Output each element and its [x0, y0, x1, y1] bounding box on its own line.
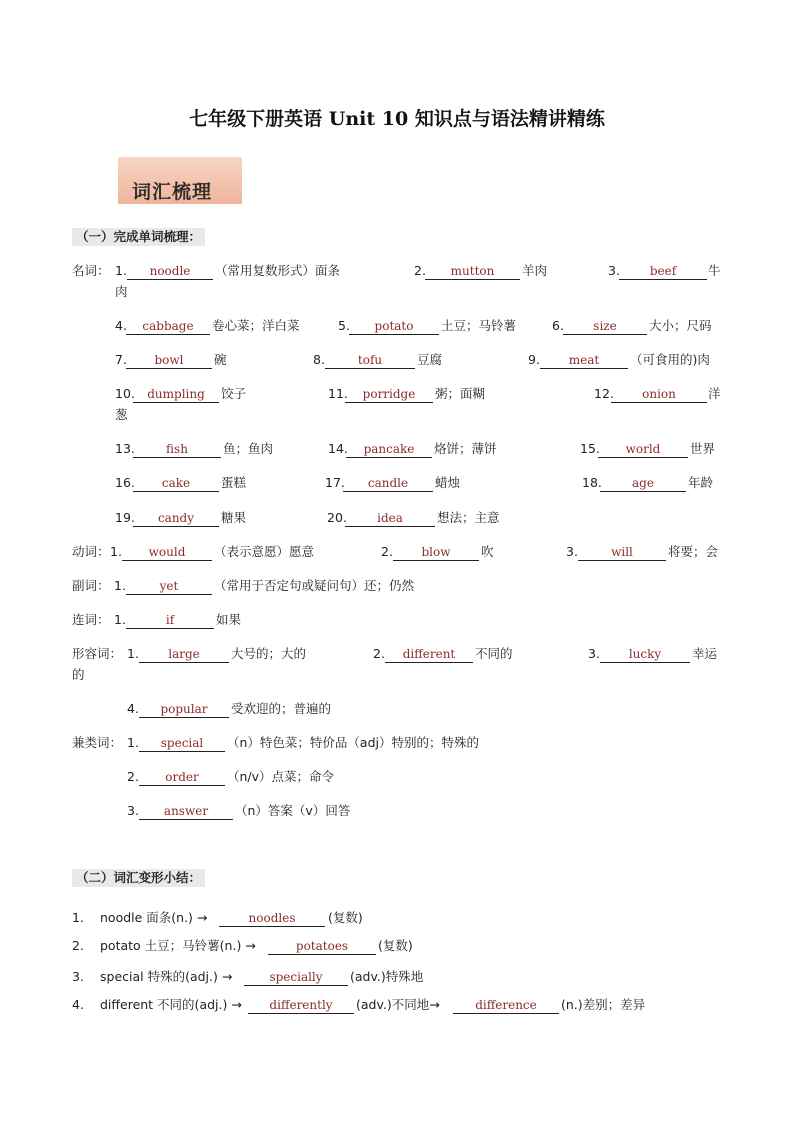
item-number: 2.: [381, 544, 393, 559]
item-number: 4.: [127, 701, 139, 716]
answer-blank[interactable]: order: [139, 768, 225, 786]
item-meaning: 粥；面糊: [435, 386, 486, 401]
item-meaning: 想法；主意: [437, 510, 500, 525]
item-meaning: （n）答案（v）回答: [235, 803, 351, 818]
form-prompt: noodle 面条(n.) →: [100, 910, 208, 925]
answer-blank[interactable]: blow: [393, 543, 479, 561]
answer-blank[interactable]: answer: [139, 802, 233, 820]
item-number: 11.: [328, 386, 348, 401]
form-suffix: (adv.)特殊地: [350, 969, 424, 984]
banner-label: 词汇梳理: [132, 181, 213, 203]
item-meaning-wrap: 葱: [115, 407, 128, 422]
answer-blank[interactable]: meat: [540, 351, 628, 369]
item-meaning: 年龄: [688, 475, 714, 490]
answer-blank[interactable]: porridge: [345, 385, 433, 403]
form-row: [0, 909, 794, 929]
answer-blank[interactable]: special: [139, 734, 225, 752]
section-heading-2: （二）词汇变形小结：: [72, 869, 205, 887]
answer-blank[interactable]: pancake: [346, 440, 432, 458]
item-number: 8.: [313, 352, 325, 367]
item-meaning: 卷心菜；洋白菜: [212, 318, 300, 333]
answer-blank[interactable]: will: [578, 543, 666, 561]
item-number: 2.: [414, 263, 426, 278]
item-meaning: 受欢迎的；普遍的: [231, 701, 332, 716]
item-meaning: 幸运: [692, 646, 718, 661]
vocab-row: [0, 262, 794, 282]
form-row: [0, 968, 794, 988]
category-label-adverb: 副词：: [72, 578, 110, 593]
item-meaning: 大号的；大的: [231, 646, 307, 661]
form-row: [0, 996, 794, 1016]
item-meaning: （常用于否定句或疑问句）还；仍然: [214, 578, 415, 593]
vocab-row-wrap: [0, 283, 794, 303]
answer-blank[interactable]: age: [600, 474, 686, 492]
item-number: 5.: [338, 318, 350, 333]
answer-blank[interactable]: cake: [133, 474, 219, 492]
answer-blank[interactable]: different: [385, 645, 473, 663]
vocab-row: [0, 700, 794, 720]
item-meaning: 豆腐: [417, 352, 443, 367]
item-meaning: 烙饼；薄饼: [434, 441, 497, 456]
answer-blank[interactable]: if: [126, 611, 214, 629]
item-meaning: 牛: [708, 263, 721, 278]
item-number: 1.: [110, 544, 122, 559]
item-number: 19.: [115, 510, 135, 525]
answer-blank[interactable]: noodle: [127, 262, 213, 280]
answer-blank[interactable]: difference: [453, 996, 559, 1014]
answer-blank[interactable]: candy: [133, 509, 219, 527]
item-meaning: 如果: [216, 612, 242, 627]
item-meaning: 蛋糕: [221, 475, 247, 490]
category-label-conj: 连词：: [72, 612, 110, 627]
section-heading-1: （一）完成单词梳理：: [72, 228, 205, 246]
item-number: 2.: [72, 938, 84, 953]
item-number: 6.: [552, 318, 564, 333]
item-meaning: （n）特色菜；特价品（adj）特别的；特殊的: [227, 735, 479, 750]
item-number: 1.: [114, 612, 126, 627]
vocab-row: [0, 734, 794, 754]
vocab-row-wrap: [0, 406, 794, 426]
item-meaning: 将要；会: [668, 544, 719, 559]
answer-blank[interactable]: differently: [248, 996, 354, 1014]
item-number: 20.: [327, 510, 347, 525]
item-meaning-wrap: 肉: [115, 284, 128, 299]
form-prompt: different 不同的(adj.) →: [100, 997, 242, 1012]
form-row: [0, 937, 794, 957]
answer-blank[interactable]: specially: [244, 968, 348, 986]
answer-blank[interactable]: noodles: [219, 909, 325, 927]
answer-blank[interactable]: fish: [133, 440, 221, 458]
item-meaning: （表示意愿）愿意: [214, 544, 315, 559]
form-suffix: (n.)差别；差异: [561, 997, 646, 1012]
item-number: 18.: [582, 475, 602, 490]
vocab-row: [0, 351, 794, 371]
page-title: 七年级下册英语 Unit 10 知识点与语法精讲精练: [189, 108, 605, 130]
section-banner: [118, 157, 242, 204]
item-number: 3.: [127, 803, 139, 818]
category-label-multi: 兼类词：: [72, 735, 123, 750]
vocab-row: [0, 474, 794, 494]
item-meaning: 碗: [214, 352, 227, 367]
vocab-row: [0, 645, 794, 665]
item-number: 1.: [127, 735, 139, 750]
item-meaning-wrap: 的: [72, 667, 85, 682]
vocab-row: [0, 509, 794, 529]
answer-blank[interactable]: size: [563, 317, 647, 335]
item-number: 13.: [115, 441, 135, 456]
item-meaning: 饺子: [221, 386, 247, 401]
item-number: 4.: [72, 997, 84, 1012]
vocab-row: [0, 768, 794, 788]
item-meaning: 洋: [708, 386, 721, 401]
item-number: 3.: [566, 544, 578, 559]
answer-blank[interactable]: idea: [345, 509, 435, 527]
item-meaning: （可食用的)肉: [630, 352, 710, 367]
item-number: 16.: [115, 475, 135, 490]
form-prompt: potato 土豆；马铃薯(n.) →: [100, 938, 256, 953]
answer-blank[interactable]: dumpling: [133, 385, 219, 403]
item-number: 1.: [72, 910, 84, 925]
answer-blank[interactable]: large: [139, 645, 229, 663]
item-number: 3.: [72, 969, 84, 984]
answer-blank[interactable]: popular: [139, 700, 229, 718]
category-label-adj: 形容词：: [72, 646, 123, 661]
vocab-row: [0, 317, 794, 337]
form-prompt: special 特殊的(adj.) →: [100, 969, 233, 984]
answer-blank[interactable]: yet: [126, 577, 212, 595]
answer-blank[interactable]: world: [598, 440, 688, 458]
vocab-row: [0, 802, 794, 822]
answer-blank[interactable]: beef: [619, 262, 707, 280]
form-suffix: (adv.)不同地→: [356, 997, 440, 1012]
item-number: 17.: [325, 475, 345, 490]
item-number: 4.: [115, 318, 127, 333]
item-number: 7.: [115, 352, 127, 367]
vocab-row: [0, 577, 794, 597]
item-meaning: （n/v）点菜；命令: [227, 769, 335, 784]
vocab-row: [0, 611, 794, 631]
item-number: 3.: [588, 646, 600, 661]
form-suffix: (复数): [378, 938, 413, 953]
category-label-noun: 名词：: [72, 263, 110, 278]
answer-blank[interactable]: mutton: [425, 262, 520, 280]
vocab-row-wrap: [0, 666, 794, 686]
item-meaning: 鱼；鱼肉: [223, 441, 274, 456]
answer-blank[interactable]: would: [122, 543, 212, 561]
item-meaning: （常用复数形式）面条: [215, 263, 341, 278]
vocab-row: [0, 440, 794, 460]
item-meaning: 不同的: [475, 646, 513, 661]
item-meaning: 糖果: [221, 510, 247, 525]
category-label-verb: 动词：: [72, 544, 110, 559]
item-meaning: 世界: [690, 441, 716, 456]
answer-blank[interactable]: candle: [343, 474, 433, 492]
item-meaning: 土豆；马铃薯: [441, 318, 517, 333]
item-number: 10.: [115, 386, 135, 401]
item-meaning: 大小；尺码: [649, 318, 712, 333]
item-meaning: 羊肉: [522, 263, 548, 278]
item-number: 9.: [528, 352, 540, 367]
item-meaning: 吹: [481, 544, 494, 559]
item-number: 2.: [373, 646, 385, 661]
answer-blank[interactable]: potato: [349, 317, 439, 335]
item-number: 2.: [127, 769, 139, 784]
item-number: 15.: [580, 441, 600, 456]
vocab-row: [0, 385, 794, 405]
item-number: 12.: [594, 386, 614, 401]
item-meaning: 蜡烛: [435, 475, 461, 490]
answer-blank[interactable]: tofu: [325, 351, 415, 369]
item-number: 14.: [328, 441, 348, 456]
form-suffix: (复数): [328, 910, 363, 925]
answer-blank[interactable]: lucky: [600, 645, 690, 663]
answer-blank[interactable]: onion: [611, 385, 707, 403]
answer-blank[interactable]: cabbage: [126, 317, 210, 335]
answer-blank[interactable]: bowl: [126, 351, 212, 369]
item-number: 1.: [114, 578, 126, 593]
item-number: 1.: [115, 263, 127, 278]
item-number: 3.: [608, 263, 620, 278]
answer-blank[interactable]: potatoes: [268, 937, 376, 955]
vocab-row: [0, 543, 794, 563]
item-number: 1.: [127, 646, 139, 661]
